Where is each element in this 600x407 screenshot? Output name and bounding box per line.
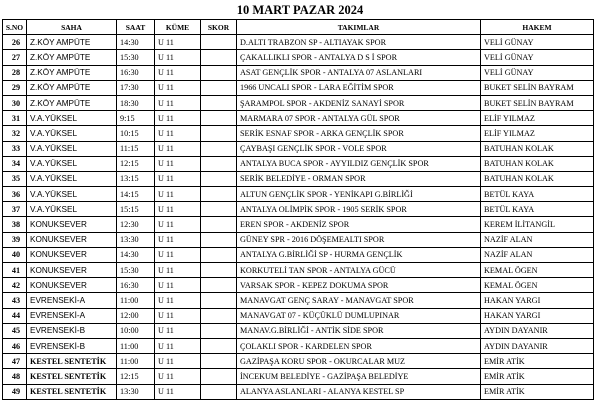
- match-number: 49: [3, 384, 27, 399]
- category-cell: U 11: [155, 141, 201, 156]
- score-cell: [201, 263, 237, 278]
- teams-cell: MANAVGAT GENÇ SARAY - MANAVGAT SPOR: [237, 293, 481, 308]
- venue-cell: Z.KÖY AMPÜTE: [27, 50, 117, 65]
- score-cell: [201, 187, 237, 202]
- time-cell: 12:15: [117, 369, 155, 384]
- referee-cell: BETÜL KAYA: [481, 202, 594, 217]
- table-row: [3, 156, 594, 171]
- referee-cell: BETÜL KAYA: [481, 187, 594, 202]
- match-number: 45: [3, 323, 27, 338]
- match-number: 44: [3, 308, 27, 323]
- table-row: [3, 278, 594, 293]
- time-cell: 18:30: [117, 95, 155, 110]
- fixtures-body: [3, 35, 594, 400]
- table-row: [3, 171, 594, 186]
- match-number: 39: [3, 232, 27, 247]
- venue-cell: EVRENSEKİ-A: [27, 308, 117, 323]
- time-cell: 11:00: [117, 354, 155, 369]
- referee-cell: EMİR ATİK: [481, 354, 594, 369]
- category-cell: U 11: [155, 308, 201, 323]
- score-cell: [201, 278, 237, 293]
- teams-cell: GÜNEY SPR - 2016 DÖŞEMEALTI SPOR: [237, 232, 481, 247]
- time-cell: 12:15: [117, 156, 155, 171]
- referee-cell: BUKET SELİN BAYRAM: [481, 80, 594, 95]
- referee-cell: NAZİF ALAN: [481, 232, 594, 247]
- category-cell: U 11: [155, 323, 201, 338]
- venue-cell: KONUKSEVER: [27, 278, 117, 293]
- score-cell: [201, 171, 237, 186]
- time-cell: 14:15: [117, 187, 155, 202]
- referee-cell: NAZİF ALAN: [481, 247, 594, 262]
- time-cell: 9:15: [117, 111, 155, 126]
- category-cell: U 11: [155, 217, 201, 232]
- table-row: [3, 323, 594, 338]
- match-number: 31: [3, 111, 27, 126]
- score-cell: [201, 323, 237, 338]
- time-cell: 11:00: [117, 293, 155, 308]
- score-cell: [201, 202, 237, 217]
- venue-cell: V.A.YÜKSEL: [27, 111, 117, 126]
- teams-cell: ANTALYA G.BİRLİĞİ SP - HURMA GENÇLİK: [237, 247, 481, 262]
- time-cell: 13:30: [117, 384, 155, 399]
- match-number: 46: [3, 338, 27, 353]
- score-cell: [201, 126, 237, 141]
- teams-cell: ŞARAMPOL SPOR - AKDENİZ SANAYİ SPOR: [237, 95, 481, 110]
- category-cell: U 11: [155, 338, 201, 353]
- table-row: [3, 187, 594, 202]
- category-cell: U 11: [155, 111, 201, 126]
- category-cell: U 11: [155, 263, 201, 278]
- match-number: 26: [3, 35, 27, 50]
- time-cell: 13:15: [117, 171, 155, 186]
- match-number: 42: [3, 278, 27, 293]
- teams-cell: ÇAYBAŞI GENÇLİK SPOR - VOLE SPOR: [237, 141, 481, 156]
- venue-cell: KONUKSEVER: [27, 232, 117, 247]
- time-cell: 12:00: [117, 308, 155, 323]
- match-number: 48: [3, 369, 27, 384]
- teams-cell: EREN SPOR - AKDENİZ SPOR: [237, 217, 481, 232]
- time-cell: 15:30: [117, 263, 155, 278]
- score-cell: [201, 217, 237, 232]
- venue-cell: KONUKSEVER: [27, 217, 117, 232]
- venue-cell: V.A.YÜKSEL: [27, 126, 117, 141]
- match-number: 29: [3, 80, 27, 95]
- referee-cell: VELİ GÜNAY: [481, 50, 594, 65]
- table-row: [3, 384, 594, 399]
- teams-cell: KORKUTELİ TAN SPOR - ANTALYA GÜCÜ: [237, 263, 481, 278]
- time-cell: 12:30: [117, 217, 155, 232]
- table-row: [3, 232, 594, 247]
- match-number: 32: [3, 126, 27, 141]
- venue-cell: Z.KÖY AMPÜTE: [27, 35, 117, 50]
- category-cell: U 11: [155, 187, 201, 202]
- teams-cell: ÇAKALLIKLI SPOR - ANTALYA D S İ SPOR: [237, 50, 481, 65]
- score-cell: [201, 65, 237, 80]
- category-cell: U 11: [155, 95, 201, 110]
- teams-cell: ALANYA ASLANLARI - ALANYA KESTEL SP: [237, 384, 481, 399]
- score-cell: [201, 354, 237, 369]
- time-cell: 14:30: [117, 247, 155, 262]
- table-row: [3, 217, 594, 232]
- score-cell: [201, 338, 237, 353]
- table-row: [3, 202, 594, 217]
- match-number: 35: [3, 171, 27, 186]
- teams-cell: D.ALTI TRABZON SP - ALTIAYAK SPOR: [237, 35, 481, 50]
- teams-cell: MARMARA 07 SPOR - ANTALYA GÜL SPOR: [237, 111, 481, 126]
- venue-cell: V.A.YÜKSEL: [27, 156, 117, 171]
- score-cell: [201, 369, 237, 384]
- table-row: [3, 308, 594, 323]
- table-row: [3, 50, 594, 65]
- venue-cell: KESTEL SENTETİK: [27, 369, 117, 384]
- time-cell: 13:30: [117, 232, 155, 247]
- teams-cell: 1966 UNCALI SPOR - LARA EĞİTİM SPOR: [237, 80, 481, 95]
- table-row: [3, 141, 594, 156]
- score-cell: [201, 293, 237, 308]
- teams-cell: ASAT GENÇLİK SPOR - ANTALYA 07 ASLANLARI: [237, 65, 481, 80]
- referee-cell: KEREM İLİTANGİL: [481, 217, 594, 232]
- header-saha: SAHA: [27, 20, 117, 35]
- table-row: [3, 111, 594, 126]
- referee-cell: HAKAN YARGI: [481, 293, 594, 308]
- referee-cell: EMİR ATİK: [481, 369, 594, 384]
- venue-cell: KESTEL SENTETİK: [27, 384, 117, 399]
- category-cell: U 11: [155, 247, 201, 262]
- time-cell: 10:15: [117, 126, 155, 141]
- referee-cell: AYDIN DAYANIR: [481, 338, 594, 353]
- match-number: 33: [3, 141, 27, 156]
- teams-cell: İNCEKUM BELEDİYE - GAZİPAŞA BELEDİYE: [237, 369, 481, 384]
- match-number: 36: [3, 187, 27, 202]
- header-skor: SKOR: [201, 20, 237, 35]
- teams-cell: ALTUN GENÇLİK SPOR - YENİKAPI G.BİRLİĞİ: [237, 187, 481, 202]
- table-row: [3, 95, 594, 110]
- time-cell: 14:30: [117, 35, 155, 50]
- match-number: 28: [3, 65, 27, 80]
- category-cell: U 11: [155, 293, 201, 308]
- score-cell: [201, 308, 237, 323]
- referee-cell: ELİF YILMAZ: [481, 111, 594, 126]
- venue-cell: V.A.YÜKSEL: [27, 202, 117, 217]
- referee-cell: KEMAL ÖGEN: [481, 278, 594, 293]
- score-cell: [201, 95, 237, 110]
- category-cell: U 11: [155, 369, 201, 384]
- time-cell: 17:30: [117, 80, 155, 95]
- referee-cell: BUKET SELİN BAYRAM: [481, 95, 594, 110]
- teams-cell: MANAV.G.BİRLİĞİ - ANTİK SİDE SPOR: [237, 323, 481, 338]
- referee-cell: BATUHAN KOLAK: [481, 141, 594, 156]
- category-cell: U 11: [155, 278, 201, 293]
- match-number: 38: [3, 217, 27, 232]
- time-cell: 15:30: [117, 50, 155, 65]
- score-cell: [201, 50, 237, 65]
- match-number: 27: [3, 50, 27, 65]
- header-saat: SAAT: [117, 20, 155, 35]
- match-number: 30: [3, 95, 27, 110]
- venue-cell: V.A.YÜKSEL: [27, 171, 117, 186]
- referee-cell: BATUHAN KOLAK: [481, 171, 594, 186]
- score-cell: [201, 80, 237, 95]
- venue-cell: KONUKSEVER: [27, 247, 117, 262]
- table-row: [3, 369, 594, 384]
- category-cell: U 11: [155, 354, 201, 369]
- score-cell: [201, 35, 237, 50]
- match-number: 41: [3, 263, 27, 278]
- score-cell: [201, 141, 237, 156]
- referee-cell: KEMAL ÖGEN: [481, 263, 594, 278]
- venue-cell: Z.KÖY AMPÜTE: [27, 80, 117, 95]
- header-kume: KÜME: [155, 20, 201, 35]
- category-cell: U 11: [155, 35, 201, 50]
- header-takimlar: TAKIMLAR: [237, 20, 481, 35]
- score-cell: [201, 232, 237, 247]
- score-cell: [201, 111, 237, 126]
- referee-cell: VELİ GÜNAY: [481, 35, 594, 50]
- venue-cell: EVRENSEKİ-B: [27, 338, 117, 353]
- table-row: [3, 247, 594, 262]
- table-row: [3, 80, 594, 95]
- score-cell: [201, 156, 237, 171]
- referee-cell: EMİR ATİK: [481, 384, 594, 399]
- venue-cell: KONUKSEVER: [27, 263, 117, 278]
- header-row: [3, 20, 594, 35]
- category-cell: U 11: [155, 202, 201, 217]
- category-cell: U 11: [155, 232, 201, 247]
- table-row: [3, 354, 594, 369]
- time-cell: 16:30: [117, 278, 155, 293]
- teams-cell: GAZİPAŞA KORU SPOR - OKURCALAR MUZ: [237, 354, 481, 369]
- venue-cell: V.A.YÜKSEL: [27, 187, 117, 202]
- table-row: [3, 293, 594, 308]
- category-cell: U 11: [155, 65, 201, 80]
- venue-cell: Z.KÖY AMPÜTE: [27, 65, 117, 80]
- time-cell: 11:00: [117, 338, 155, 353]
- referee-cell: HAKAN YARGI: [481, 308, 594, 323]
- table-row: [3, 65, 594, 80]
- referee-cell: AYDIN DAYANIR: [481, 323, 594, 338]
- teams-cell: ÇOLAKLI SPOR - KARDELEN SPOR: [237, 338, 481, 353]
- category-cell: U 11: [155, 50, 201, 65]
- page-title: 10 MART PAZAR 2024: [236, 3, 364, 17]
- venue-cell: KESTEL SENTETİK: [27, 354, 117, 369]
- category-cell: U 11: [155, 80, 201, 95]
- teams-cell: ANTALYA BUCA SPOR - AYYILDIZ GENÇLİK SPOR: [237, 156, 481, 171]
- time-cell: 10:00: [117, 323, 155, 338]
- time-cell: 11:15: [117, 141, 155, 156]
- teams-cell: SERİK ESNAF SPOR - ARKA GENÇLİK SPOR: [237, 126, 481, 141]
- header-hakem: HAKEM: [481, 20, 594, 35]
- match-number: 43: [3, 293, 27, 308]
- venue-cell: V.A.YÜKSEL: [27, 141, 117, 156]
- teams-cell: SERİK BELEDİYE - ORMAN SPOR: [237, 171, 481, 186]
- teams-cell: ANTALYA OLİMPİK SPOR - 1905 SERİK SPOR: [237, 202, 481, 217]
- match-number: 47: [3, 354, 27, 369]
- category-cell: U 11: [155, 156, 201, 171]
- teams-cell: MANAVGAT 07 - KÜÇÜKLÜ DUMLUPINAR: [237, 308, 481, 323]
- match-number: 40: [3, 247, 27, 262]
- venue-cell: EVRENSEKİ-B: [27, 323, 117, 338]
- category-cell: U 11: [155, 171, 201, 186]
- table-row: [3, 263, 594, 278]
- score-cell: [201, 247, 237, 262]
- match-number: 37: [3, 202, 27, 217]
- match-number: 34: [3, 156, 27, 171]
- fixtures-table: [2, 19, 594, 400]
- time-cell: 15:15: [117, 202, 155, 217]
- table-row: [3, 35, 594, 50]
- score-cell: [201, 384, 237, 399]
- venue-cell: EVRENSEKİ-A: [27, 293, 117, 308]
- venue-cell: Z.KÖY AMPÜTE: [27, 95, 117, 110]
- referee-cell: BATUHAN KOLAK: [481, 156, 594, 171]
- category-cell: U 11: [155, 384, 201, 399]
- table-row: [3, 338, 594, 353]
- table-row: [3, 126, 594, 141]
- header-no: S.NO: [3, 20, 27, 35]
- category-cell: U 11: [155, 126, 201, 141]
- referee-cell: ELİF YILMAZ: [481, 126, 594, 141]
- referee-cell: VELİ GÜNAY: [481, 65, 594, 80]
- time-cell: 16:30: [117, 65, 155, 80]
- teams-cell: VARSAK SPOR - KEPEZ DOKUMA SPOR: [237, 278, 481, 293]
